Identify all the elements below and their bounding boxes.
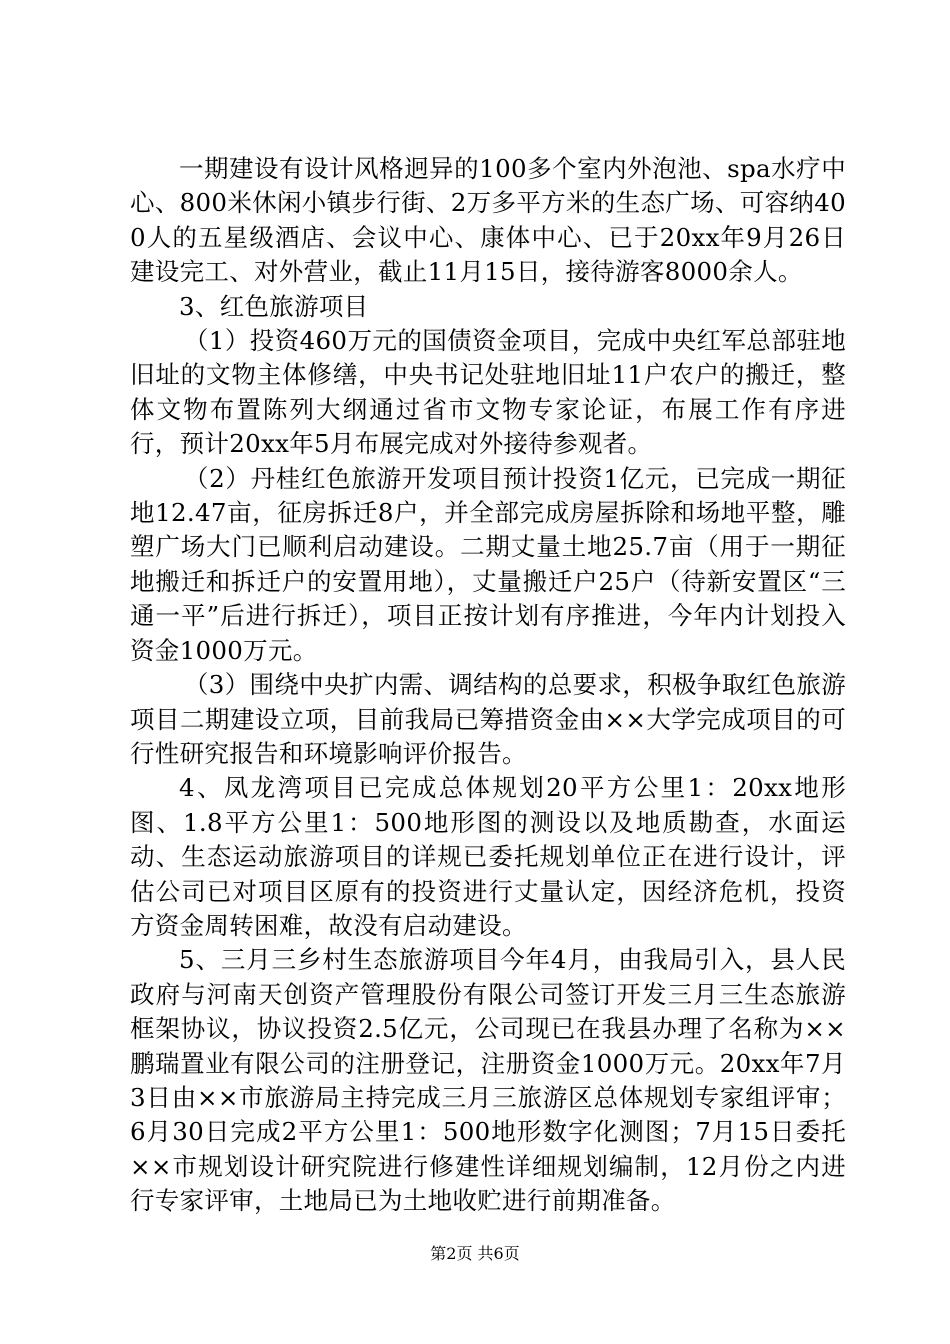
document-body: [130, 152, 846, 1219]
paragraph-sanyuesan-project: 5、三月三乡村生态旅游项目今年4月，由我局引入，县人民政府与河南天创资产管理股份有限公司签订开发三月三生态旅游框架协议，协议投资2.5亿元，公司现已在我县办理了名称为××鹏瑞置业有限公司的注册登记，注册资金1000万元。20xx年7月3日由××市旅游局主持完成三月三旅游区总体规划专家组评审；6月30日完成2平方公里1：500地形数字化测图；7月15日委托××市规划设计研究院进行修建性详细规划编制，12月份之内进行专家评审，土地局已为土地收贮进行前期准备。: [130, 945, 846, 1216]
section-heading-red-tourism: 3、红色旅游项目: [179, 291, 369, 321]
paragraph-red-tourism-item-1: （1）投资460万元的国债资金项目，完成中央红军总部驻地旧址的文物主体修缮，中央书记处驻地旧址11户农户的搬迁，整体文物布置陈列大纲通过省市文物专家论证，布展工作有序进行，预计20xx年5月布展完成对外接待参观者。: [130, 326, 846, 459]
paragraph-fenglongwan-project: 4、凤龙湾项目已完成总体规划20平方公里1：20xx地形图、1.8平方公里1：500地形图的测设以及地质勘查，水面运动、生态运动旅游项目的详规已委托规划单位正在进行设计，评估公司已对项目区原有的投资进行丈量认定，因经济危机，投资方资金周转困难，故没有启动建设。: [130, 773, 846, 940]
paragraph-red-tourism-item-3: （3）围绕中央扩内需、调结构的总要求，积极争取红色旅游项目二期建设立项，目前我局已筹措资金由××大学完成项目的可行性研究报告和环境影响评价报告。: [130, 670, 846, 768]
paragraph-hot-spring-phase-one: 一期建设有设计风格迥异的100多个室内外泡池、spa水疗中心、800米休闲小镇步行街、2万多平方米的生态广场、可容纳400人的五星级酒店、会议中心、康体中心、已于20xx年9月26日建设完工、对外营业，截止11月15日，接待游客8000余人。: [130, 154, 846, 287]
page-number-footer: 第2页 共6页: [430, 1244, 520, 1263]
paragraph-red-tourism-item-2: （2）丹桂红色旅游开发项目预计投资1亿元，已完成一期征地12.47亩，征房拆迁8户，并全部完成房屋拆除和场地平整，雕塑广场大门已顺利启动建设。二期丈量土地25.7亩（用于一期征地搬迁和拆迁户的安置用地），丈量搬迁户25户（待新安置区“三通一平”后进行拆迁），项目正按计划有序推进，今年内计划投入资金1000万元。: [130, 463, 846, 665]
